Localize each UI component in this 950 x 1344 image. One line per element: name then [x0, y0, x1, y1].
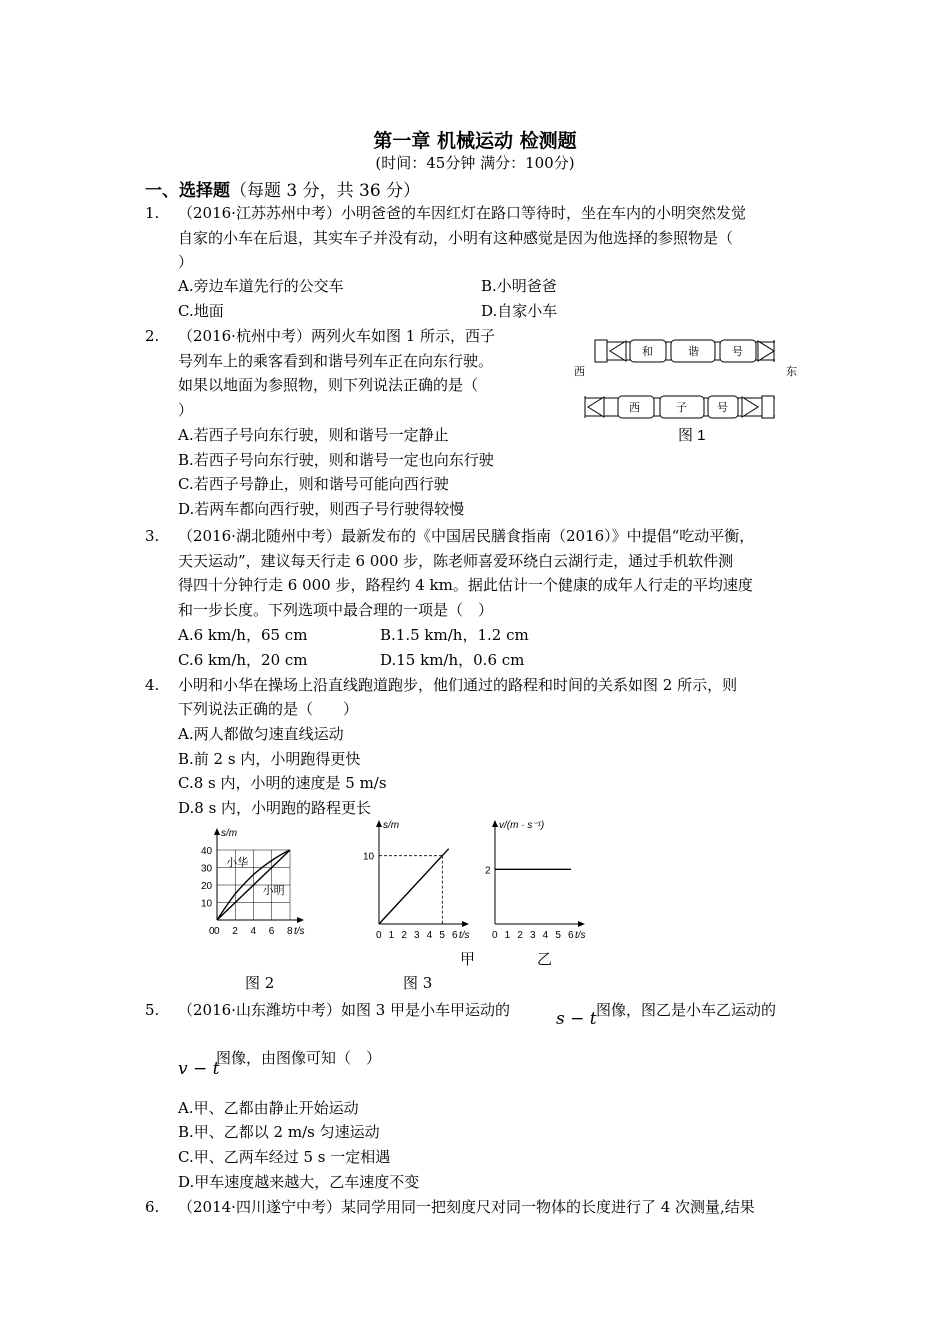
- q3-text-line: 天天运动”，建议每天行走 6 000 步，陈老师喜爱环绕白云湖行走，通过手机软件测: [178, 552, 734, 570]
- y-tick-label: 10: [201, 898, 213, 910]
- q5-text-b: 图像，图乙是小车乙运动的: [596, 1001, 777, 1019]
- q3-option-a: A.6 km/h，65 cm: [178, 626, 308, 644]
- x-tick-label: 3: [414, 930, 420, 941]
- x-tick-label: 6: [452, 930, 458, 941]
- q3-text-line: （2016·湖北随州中考）最新发布的《中国居民膳食指南（2016）》中提倡“吃动平衡，: [178, 527, 755, 545]
- series-label: 小明: [262, 884, 285, 897]
- figure-3-caption: 图 3: [403, 974, 433, 992]
- q2-text-line: （2016·杭州中考）两列火车如图 1 所示，西子: [178, 327, 496, 345]
- q3-text-line: 和一步长度。下列选项中最合理的一项是（ ）: [178, 601, 494, 619]
- q2-text-line: 号列车上的乘客看到和谐号列车正在向东行驶。: [178, 352, 494, 370]
- q2-option-c: C.若西子号静止，则和谐号可能向西行驶: [178, 475, 449, 493]
- train-hexie: [595, 340, 775, 362]
- x-tick-label: 2: [232, 926, 238, 937]
- train1-car1-label: 和: [642, 346, 653, 358]
- section-heading: [145, 176, 420, 201]
- q2-number: 2.: [145, 327, 160, 345]
- x-axis-arrow: [578, 921, 585, 927]
- q5-option-d: D.甲车速度越来越大，乙车速度不变: [178, 1173, 420, 1191]
- q6-text-line: （2014·四川遂宁中考）某同学用同一把刻度尺对同一物体的长度进行了 4 次测量,结果: [178, 1198, 755, 1216]
- figure-3-jia-chart: [357, 820, 472, 945]
- q2-option-b: B.若西子号向东行驶，则和谐号一定也向东行驶: [178, 451, 494, 469]
- x-axis-arrow: [462, 921, 469, 927]
- y-axis-label: s/m: [221, 828, 238, 839]
- y-axis-label: s/m: [383, 820, 400, 831]
- series-label: 小华: [226, 856, 249, 869]
- y-axis-arrow: [376, 820, 382, 827]
- train2-car1-label: 西: [629, 402, 640, 414]
- x-tick-label: 6: [568, 930, 574, 941]
- q1-text-line: 自家的小车在后退，其实车子并没有动，小明有这种感觉是因为他选择的参照物是（: [178, 229, 734, 247]
- section-label: 一、选择题: [145, 181, 230, 201]
- q3-option-b: B.1.5 km/h，1.2 cm: [380, 626, 529, 644]
- q2-text-line: ）: [178, 401, 194, 419]
- q3-number: 3.: [145, 527, 160, 545]
- q1-option-c: C.地面: [178, 302, 224, 320]
- q5-math-st: s − t: [556, 1009, 597, 1029]
- x-tick-label: 1: [504, 930, 511, 941]
- q2-option-a: A.若西子号向东行驶，则和谐号一定静止: [178, 426, 449, 444]
- x-axis-label: t/s: [575, 930, 586, 941]
- x-tick-label: 1: [388, 930, 395, 941]
- y-tick-label: 40: [201, 846, 213, 857]
- q3-text-line: 得四十分钟行走 6 000 步，路程约 4 km。据此估计一个健康的成年人行走的平均速度: [178, 576, 753, 594]
- figure-3-yi-chart: [478, 820, 593, 945]
- section-note: （每题 3 分，共 36 分）: [230, 181, 421, 201]
- q5-text-line2: 图像，由图像可知（ ）: [216, 1049, 382, 1067]
- x-tick-label: 0: [492, 930, 498, 941]
- y-tick-label: 20: [201, 881, 213, 892]
- q3-option-d: D.15 km/h，0.6 cm: [380, 651, 525, 669]
- figure-2-caption: 图 2: [245, 974, 275, 992]
- x-tick-label: 4: [426, 930, 433, 941]
- x-tick-label: 5: [439, 930, 445, 941]
- x-axis-label: t/s: [294, 926, 305, 937]
- q1-option-a: A.旁边车道先行的公交车: [178, 277, 344, 295]
- y-axis-arrow: [214, 828, 220, 835]
- x-tick-label: 3: [530, 930, 536, 941]
- x-tick-label: 2: [517, 930, 523, 941]
- x-tick-label: 0: [214, 926, 220, 937]
- q1-text-line: （2016·江苏苏州中考）小明爸爸的车因红灯在路口等待时，坐在车内的小明突然发觉: [178, 204, 746, 222]
- figure-1-caption: 图 1: [678, 427, 706, 444]
- train1-car3-label: 号: [732, 346, 743, 358]
- x-tick-label: 6: [268, 926, 275, 937]
- train2-car3-label: 号: [717, 402, 728, 414]
- x-tick-label: 4: [542, 930, 549, 941]
- q5-option-c: C.甲、乙两车经过 5 s 一定相遇: [178, 1148, 391, 1166]
- y-tick-label: 30: [201, 863, 213, 875]
- train2-car2-label: 子: [676, 402, 687, 414]
- q4-option-b: B.前 2 s 内，小明跑得更快: [178, 750, 361, 768]
- q1-option-d: D.自家小车: [481, 302, 558, 320]
- y-tick-label: 2: [485, 865, 491, 877]
- q4-text-line: 小明和小华在操场上沿直线跑道跑步，他们通过的路程和时间的关系如图 2 所示，则: [178, 676, 738, 694]
- q3-option-c: C.6 km/h，20 cm: [178, 651, 308, 669]
- series-line-1: [379, 849, 449, 924]
- x-tick-label: 8: [287, 926, 293, 937]
- x-tick-label: 0: [376, 930, 382, 941]
- q5-option-b: B.甲、乙都以 2 m/s 匀速运动: [178, 1123, 380, 1141]
- q4-option-d: D.8 s 内，小明跑的路程更长: [178, 799, 372, 817]
- x-axis-arrow: [297, 917, 304, 923]
- y-tick-label: 10: [363, 851, 375, 863]
- x-axis-label: t/s: [459, 930, 470, 941]
- origin-label: 0: [209, 926, 215, 937]
- west-label: 西: [574, 366, 585, 378]
- x-tick-label: 2: [401, 930, 407, 941]
- q6-number: 6.: [145, 1198, 160, 1216]
- page-title: 第一章 机械运动 检测题: [373, 130, 577, 152]
- q4-option-a: A.两人都做匀速直线运动: [178, 725, 344, 743]
- train-xizi: [585, 396, 775, 418]
- page-subtitle: (时间：45分钟 满分：100分): [375, 154, 575, 172]
- q5-math-vt: v − t: [178, 1059, 220, 1079]
- q1-option-b: B.小明爸爸: [481, 277, 557, 295]
- jia-label: 甲: [460, 950, 476, 968]
- yi-label: 乙: [537, 950, 553, 968]
- figure-2-chart: [195, 820, 335, 945]
- x-tick-label: 5: [555, 930, 561, 941]
- q4-option-c: C.8 s 内，小明的速度是 5 m/s: [178, 774, 387, 792]
- q5-number: 5.: [145, 1001, 160, 1019]
- figure-1-trains: [570, 330, 800, 445]
- east-label: 东: [786, 366, 797, 378]
- q5-option-a: A.甲、乙都由静止开始运动: [178, 1099, 359, 1117]
- q2-option-d: D.若两车都向西行驶，则西子号行驶得较慢: [178, 500, 465, 518]
- y-axis-label: v/(m · s⁻¹): [499, 820, 545, 831]
- y-axis-arrow: [492, 820, 498, 827]
- x-tick-label: 4: [250, 926, 257, 937]
- q5-text-a: （2016·山东潍坊中考）如图 3 甲是小车甲运动的: [178, 1001, 511, 1019]
- q4-number: 4.: [145, 676, 160, 694]
- q1-number: 1.: [145, 204, 160, 222]
- q1-text-line: ）: [178, 253, 194, 271]
- q2-text-line: 如果以地面为参照物，则下列说法正确的是（: [178, 376, 479, 394]
- q4-text-line: 下列说法正确的是（ ）: [178, 700, 359, 718]
- train1-car2-label: 谐: [688, 346, 699, 358]
